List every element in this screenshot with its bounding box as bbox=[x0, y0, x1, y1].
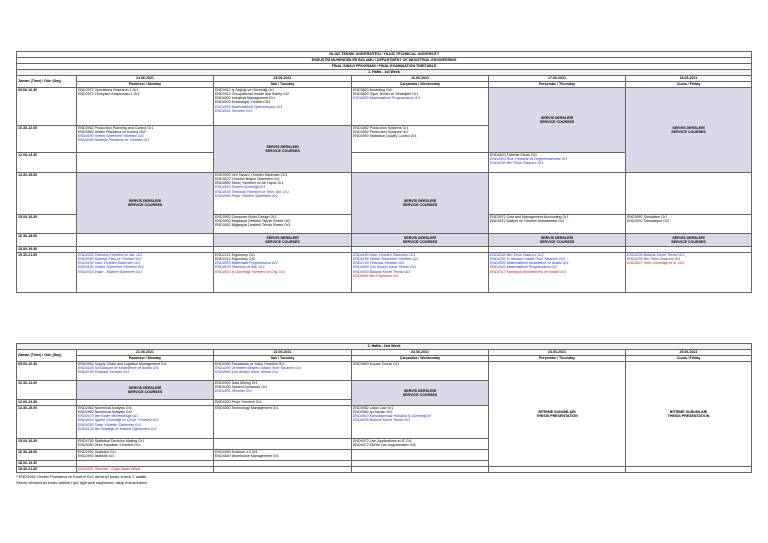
w2-time: 19.30-21.00 bbox=[17, 467, 77, 473]
course-entry: END4740 Finansal Yönetim Gr1 bbox=[78, 370, 130, 375]
course-entry: END4050 Pazarlama ve Satış Yönetimi Gr1 bbox=[215, 362, 285, 366]
service-courses-cell: SERVİS DERSLERİ SERVICE COURSES bbox=[626, 88, 752, 173]
w1-time: 19.30-21.00 bbox=[17, 253, 77, 293]
course-entry: END4200 Örnekten Müşteri Odaklı Ürün Tasarımı Gr1 bbox=[215, 366, 302, 371]
course-entry: END4190 Üretim Sistemleri Yönetimi Gr1 bbox=[353, 257, 419, 262]
course-entry: END3992 Simulation Gr1 bbox=[627, 215, 668, 219]
time-day-header: Zaman (Time) \ Gün (Day) bbox=[17, 76, 77, 88]
exam-cell bbox=[626, 215, 752, 234]
course-entry: END2992 Statistics Gr1 bbox=[78, 450, 116, 454]
service-courses-cell: SERVİS DERSLERİ SERVICE COURSES bbox=[352, 234, 489, 247]
w2-day-tue: Salı / Tuesday bbox=[214, 356, 352, 362]
w1-time: 16.30-18.00 bbox=[17, 234, 77, 247]
course-entry: END4460 İleri Ergonomi Gr1 bbox=[353, 273, 399, 278]
course-entry: END4902 Industrial Management Gr1 bbox=[215, 96, 276, 101]
exam-cell bbox=[77, 362, 214, 381]
course-entry: END4090 Stratejik Plan ve Yönetim Gr2 bbox=[78, 257, 142, 262]
exam-cell bbox=[352, 126, 489, 153]
course-entry: END2992 İstatistik Gr2 bbox=[78, 454, 115, 459]
w1-day-wed: Çarşamba / Wednesday bbox=[352, 82, 489, 88]
service-courses-cell: SERVİS DERSLERİ SERVICE COURSES bbox=[489, 234, 626, 247]
w2-day-mon: Pazartesi / Monday bbox=[77, 356, 214, 362]
course-entry: END4982 Labor Law Gr1 bbox=[353, 406, 394, 410]
exam-cell bbox=[489, 215, 626, 234]
course-entry: END2212 Ergonomy Gr1 bbox=[215, 253, 255, 257]
course-entry: END4740 Finansal Yönetim Gr2 bbox=[353, 261, 405, 266]
w1-time: 13.30-15.00 bbox=[17, 173, 77, 215]
w2-time: 16.30-18.00 bbox=[17, 450, 77, 461]
course-entry: END3820 Modelling Gr1 bbox=[353, 88, 392, 92]
course-entry: END4030 Bulanık Küme Teorisi Gr2 bbox=[627, 253, 685, 257]
course-entry: END4300 Ü. Müşteri Odaklı Ürün Tasarımı Gr1 bbox=[490, 257, 565, 262]
course-entry: END4500 Technology Management Gr1 bbox=[215, 406, 279, 410]
week2-timetable bbox=[16, 343, 752, 473]
exam-cell bbox=[214, 467, 352, 473]
exam-cell bbox=[214, 406, 352, 439]
exam-cell bbox=[489, 253, 626, 293]
exam-cell bbox=[489, 173, 626, 215]
w1-day-mon: Pazartesi / Monday bbox=[77, 82, 214, 88]
w2-time: 15.00-16.30 bbox=[17, 439, 77, 450]
course-entry: END4931 Seminer Gr1 bbox=[215, 108, 252, 113]
week1-title: 1. Hafta - 1st Week bbox=[17, 70, 752, 76]
w2-time: 09.00-10.30 bbox=[17, 362, 77, 381]
exam-cell bbox=[352, 88, 489, 126]
exam-cell bbox=[352, 362, 489, 381]
course-entry: END4972 Lab. Applications in IE Gr1 bbox=[353, 439, 412, 443]
course-entry: END3972 Maliyet ve Yönetim Muhasebesi Gr2 bbox=[490, 219, 565, 224]
course-entry: END4300 Teknoloji Yönetimi ve Akt. Gr2 bbox=[78, 253, 143, 257]
service-courses-cell: SERVİS DERSLERİ SERVICE COURSES bbox=[77, 381, 214, 400]
course-entry: END3990 Veri Tabanı Yönetim Sistemleri Gr1 bbox=[215, 173, 288, 177]
course-entry: END4100 Teknoloji Yönetimi ve Tekn. Akt. Gr1 bbox=[215, 189, 290, 194]
course-entry: END4902 Data Mining Gr1 bbox=[215, 381, 258, 385]
w2-time: 10.30-12.00 bbox=[17, 381, 77, 400]
course-entry: END3952 Computer Aided Design Gr1 bbox=[215, 215, 277, 219]
service-courses-cell: SERVİS DERSLERİ SERVICE COURSES bbox=[352, 381, 489, 406]
course-entry: END3982 Production Systems Gr1 bbox=[353, 126, 409, 130]
course-entry: END4200 İleri Tesis Tasarımı Gr1 bbox=[627, 257, 681, 262]
course-entry: END4030 Bulanık Küme Teorisi Gr1 bbox=[353, 418, 411, 423]
footnote bbox=[16, 474, 148, 485]
service-courses-cell: SERVİS DERSLERİ SERVICE COURSES bbox=[489, 88, 626, 153]
exam-cell bbox=[352, 450, 489, 461]
course-entry: END4527 Ürün Güvenliği ve İn. Gr1 bbox=[627, 261, 685, 266]
course-entry: END4520 Proje Yönetimi Gr1 bbox=[215, 400, 262, 404]
w1-time: 09.00-10.30 bbox=[17, 88, 77, 126]
w1-date-wed: 16.06.2021 bbox=[352, 76, 489, 82]
course-entry: END4030 System Dynamics Gr1 bbox=[215, 385, 268, 390]
course-entry: END2972 Yöneylem Araştırması 1 Gr2 bbox=[78, 92, 140, 97]
course-entry: END2212 Ergonomy Gr2 bbox=[215, 257, 255, 262]
w1-date-thu: 17.06.2021 bbox=[489, 76, 626, 82]
course-entry: END4030 Bulanık Küme Teorisi Gr2 bbox=[353, 269, 411, 274]
exam-cell bbox=[77, 439, 214, 450]
course-entry: END4180 Yalın Yönetim Sistemleri Gr2 bbox=[78, 261, 141, 266]
course-entry: END4813 İş Güvenliği Yönetimi ve Org. Gr1 bbox=[215, 269, 286, 274]
exam-cell bbox=[214, 253, 352, 293]
course-entry: END3952 Bilgisayar Destekli Teknik Resim Gr3 bbox=[215, 223, 291, 228]
w2-date-wed: 23.06.2021 bbox=[352, 350, 489, 356]
course-entry: END4080 Veze Kayaklan Yönetimi Gr1 bbox=[78, 443, 141, 448]
exam-cell bbox=[352, 439, 489, 450]
header-university: YILDIZ TEKNİK ÜNİVERSİTESİ / YILDIZ TECHNICAL UNIVERSITY bbox=[17, 52, 752, 58]
header-exam-title: FİNAL SINAVI PROGRAMI / FINAL EXAMINATION TIMETABLE bbox=[17, 64, 752, 70]
course-entry: END4170 İleri Kalite Mühendisliği Gr1 bbox=[78, 414, 139, 419]
footnote-line: * END3962 Üretim Planlama ve Kontrol Gr2 dersinin sınav süresi 2 saattir. bbox=[16, 474, 148, 479]
w2-day-wed: Çarşamba / Wednesday bbox=[352, 356, 489, 362]
w1-date-fri: 18.06.2021 bbox=[626, 76, 752, 82]
exam-cell bbox=[214, 362, 352, 381]
course-entry: END4510 Karşılaştırmalı Hukukta İş Güvenliği M bbox=[353, 414, 431, 419]
w2-date-fri: 25.06.2021 bbox=[626, 350, 752, 356]
exam-cell bbox=[214, 381, 352, 400]
course-entry: END4813 Sistem Güvenliği Gr1 bbox=[215, 185, 266, 190]
service-courses-cell: SERVİS DERSLERİ SERVICE COURSES bbox=[77, 173, 214, 234]
course-entry: END4840 Çok Amaçlı Karar Verme Gr1 bbox=[215, 370, 279, 375]
exam-cell bbox=[214, 173, 352, 215]
course-entry: END4317 Karmaşık Modellemesi ve Analizi Gr1 bbox=[490, 269, 567, 274]
exam-cell bbox=[352, 406, 489, 439]
course-entry: END4190 Üretim Sistemleri Yönetimi Gr1 bbox=[78, 134, 144, 139]
course-entry: END3952 Bilgisayar Destekli Teknik Resim Gr2 bbox=[215, 219, 291, 224]
course-entry: END4140 Simülasyon ile Modelleme ve Analiz Gr1 bbox=[78, 366, 159, 371]
course-entry: END3962 Production Planning and Control Gr1 bbox=[78, 126, 154, 130]
w1-time: 18.00-19.30 bbox=[17, 247, 77, 253]
w2-time: 12.00-13.30 bbox=[17, 400, 77, 406]
exam-cell bbox=[214, 215, 352, 234]
w1-time: 12.00-13.30 bbox=[17, 153, 77, 173]
course-entry: END4300 Risk Yönetimi ve Değerlendirmesi Gr1 bbox=[490, 157, 568, 162]
course-entry: END4990 Endüstri 4.0 Gr1 bbox=[215, 450, 258, 454]
exam-cell bbox=[626, 467, 752, 473]
exam-cell bbox=[77, 253, 214, 293]
course-entry: END2972 Operations Research 1 Gr1 bbox=[78, 88, 139, 92]
exam-cell bbox=[489, 467, 626, 473]
exam-cell bbox=[352, 253, 489, 293]
w2-date-tue: 22.06.2021 bbox=[214, 350, 352, 356]
course-entry: END3982 Production Systems Gr2 bbox=[353, 130, 409, 135]
course-entry: END3962 Üretim Planlama ve Kontrol Gr2* bbox=[78, 130, 147, 135]
course-entry: END4902 Endüstriyel Yönetim Gr2 bbox=[215, 100, 271, 105]
course-entry: END4972 EM'de Lab Uygulamaları Gr2 bbox=[353, 443, 416, 448]
course-entry: END3952 Supply Chain and Logistics Management Gr1 bbox=[78, 362, 167, 366]
week2-title: 2. Hafta - 2nd Week bbox=[17, 344, 752, 350]
course-entry: END4180 Yalın Yönetim Sistemleri Gr1 bbox=[353, 253, 416, 257]
course-entry: END4931 Seminer - Özge Nalan Bilişik bbox=[78, 467, 141, 471]
course-entry: END4930 Matematiksel Programlama Gr1 bbox=[353, 96, 421, 101]
w2-date-thu: 24.06.2021 bbox=[489, 350, 626, 356]
w2-day-thu: Perşembe / Thursday bbox=[489, 356, 626, 362]
exam-cell bbox=[352, 153, 489, 173]
course-entry: END4890 Süreç Yönetimi ve Alt Yapısı Gr1 bbox=[215, 181, 284, 186]
w1-day-fri: Cuma / Friday bbox=[626, 82, 752, 88]
exam-cell bbox=[214, 450, 352, 461]
w1-time: 10.30-12.00 bbox=[17, 126, 77, 153]
exam-cell bbox=[626, 173, 752, 215]
exam-cell bbox=[77, 88, 214, 126]
w1-date-tue: 15.06.2021 bbox=[214, 76, 352, 82]
course-entry: END4920 Matematiksel Programlama Gr2 bbox=[490, 265, 558, 270]
w2-date-mon: 21.06.2021 bbox=[77, 350, 214, 356]
exam-cell bbox=[77, 153, 214, 173]
course-entry: END4190 Üretim Sistemleri Yönetimi Gr2 bbox=[78, 265, 144, 270]
exam-cell bbox=[77, 126, 214, 153]
exam-cell bbox=[489, 153, 626, 173]
service-courses-cell: SERVİS DERSLERİ SERVICE COURSES bbox=[214, 234, 352, 247]
course-entry: END3912 Occupational Health and Safety Gr2 bbox=[215, 92, 290, 97]
service-courses-cell: SERVİS DERSLERİ SERVICE COURSES bbox=[352, 173, 489, 234]
w2-time: 13.30-15.00 bbox=[17, 406, 77, 439]
course-entry: END3820 Oyun Teorisi ve Stratejileri Gr1 bbox=[353, 92, 419, 97]
course-entry: END2962 Numerical Analysis Gr1 bbox=[78, 406, 132, 410]
thesis-presentation-cell: BİTİRME SUNUMLARI THESIS PRESENTATION bbox=[626, 362, 752, 467]
exam-cell bbox=[77, 450, 214, 461]
exam-cell bbox=[77, 406, 214, 439]
w2-time: 18.00-19.30 bbox=[17, 461, 77, 467]
course-entry: END3912 İş Sağlığı ve Güvenliği Gr1 bbox=[215, 88, 275, 92]
course-entry: END4414 İşgücü Güvenliği ve Çevre Yönetimi Gr1 bbox=[78, 418, 159, 423]
course-entry: END4124 İleri Analitiği ve Makine Öğrenmesi Gr1 bbox=[78, 426, 157, 431]
course-entry: END4090 Stratejik Planlama ve Yönetim Gr1 bbox=[78, 138, 150, 143]
exam-cell bbox=[214, 88, 352, 126]
course-entry: END4240 İleri Tesis Tasarımı Gr2 bbox=[490, 253, 544, 257]
w2-day-fri: Cuma / Friday bbox=[626, 356, 752, 362]
footnote-line: Servis derslerinin sınav tarihleri için ilgili web sayfalarını takip ediniz/ediniz. bbox=[16, 479, 149, 485]
service-courses-cell: SERVİS DERSLERİ SERVICE COURSES bbox=[214, 126, 352, 173]
course-entry: END4840 Çok Amaçlı Karar Verme Gr1 bbox=[353, 265, 417, 270]
course-entry: END4100 Teknoloji ve Akt. Gr2 bbox=[215, 265, 265, 270]
exam-cell bbox=[626, 253, 752, 293]
w1-day-tue: Salı / Tuesday bbox=[214, 82, 352, 88]
exam-cell bbox=[214, 439, 352, 450]
thesis-presentation-cell: BİTİRME SUNUMLARI THESIS PRESENTATION bbox=[489, 362, 626, 467]
course-entry: END4931 Seminer Gr1 bbox=[215, 389, 252, 394]
course-entry: END2962 Numerical Analysis Gr2 bbox=[78, 410, 132, 415]
course-entry: END4920 Matematik Programlama Gr2 bbox=[215, 261, 278, 266]
course-entry: END4990 Statistical Quality Control Gr1 bbox=[353, 134, 417, 139]
course-entry: END4640 Warehouse Management Gr1 bbox=[215, 454, 279, 459]
w1-day-thu: Perşembe / Thursday bbox=[489, 82, 626, 88]
w1-date-mon: 14.06.2021 bbox=[77, 76, 214, 82]
course-entry: END3850 Kuyruk Teorisi Gr1 bbox=[353, 362, 400, 366]
service-courses-cell: SERVİS DERSLERİ SERVICE COURSES bbox=[626, 234, 752, 247]
exam-cell bbox=[77, 234, 214, 247]
week1-timetable bbox=[16, 51, 752, 293]
w1-time: 15.00-16.30 bbox=[17, 215, 77, 234]
course-entry: END3992 Simülasyon Gr2 bbox=[627, 219, 670, 224]
time-day-header: Zaman (Time) \ Gün (Day) bbox=[17, 350, 77, 362]
exam-cell bbox=[77, 467, 214, 473]
course-entry: END4310 İnsan - Makine Sistemleri Gr1 bbox=[78, 269, 142, 274]
header-department: ENDÜSTRİ MÜHENDİSLİĞİ BÖLÜMÜ / DEPARTMENT OF INDUSTRIAL ENGINEERING bbox=[17, 58, 752, 64]
course-entry: END4820 Fizibilite Etüdü Gr1 bbox=[490, 153, 537, 157]
course-entry: END4280 Talep Yönetim Sistemleri Gr1 bbox=[78, 422, 142, 427]
exam-cell bbox=[352, 467, 489, 473]
course-entry: END4240 İleri Tesis Tasarımı Gr1 bbox=[490, 161, 544, 166]
course-entry: END3972 Cost and Management Accounting Gr1 bbox=[490, 215, 569, 219]
course-entry: END4982 İş Hukuku Gr2 bbox=[353, 410, 393, 415]
course-entry: END3570 Yönetim Bilişim Sistemleri Gr1 bbox=[215, 177, 280, 182]
course-entry: END4690 Proje Yönetim Sistemleri Gr1 bbox=[215, 193, 278, 198]
course-entry: END4920 Matematiksel Modelleme ve Analiz Gr1 bbox=[490, 261, 569, 266]
course-entry: END4750 Statistical Decision Making Gr1 bbox=[78, 439, 145, 443]
course-entry: END4920 Matematiksel Optimizasyon Gr1 bbox=[215, 104, 283, 109]
